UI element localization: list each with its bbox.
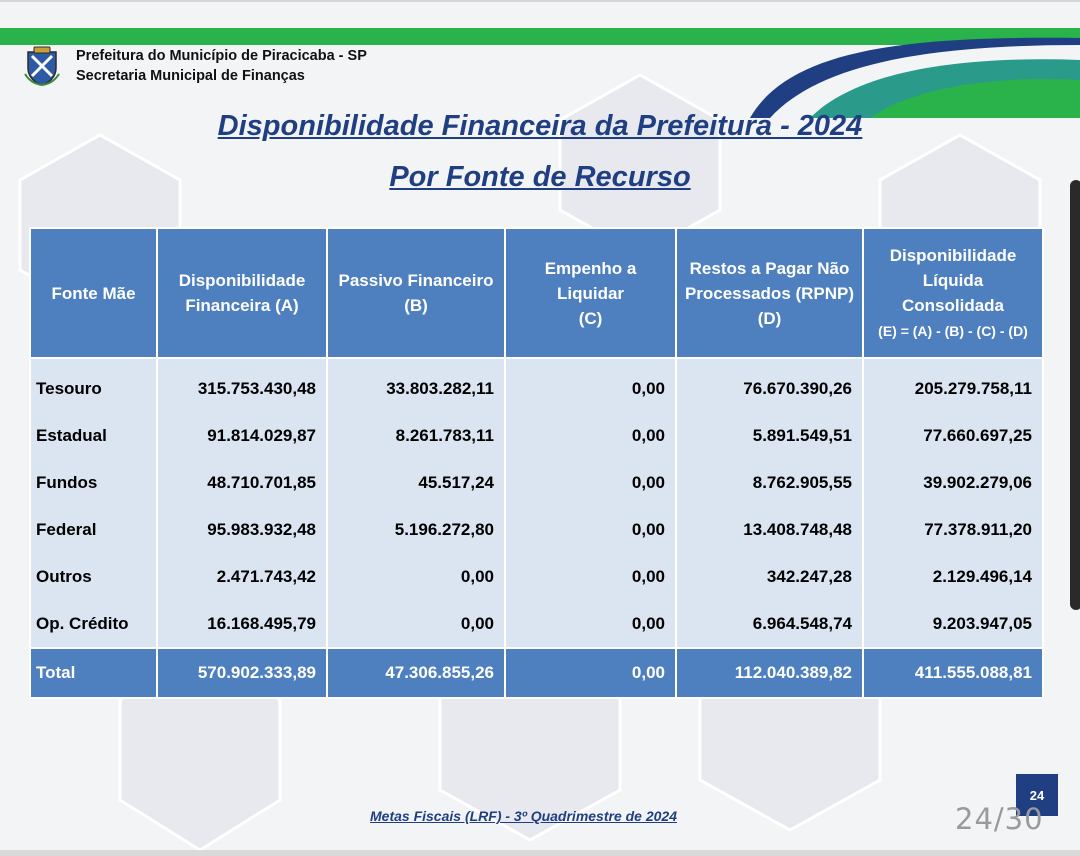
table-cell: 0,00 <box>327 553 505 600</box>
column-header-passivo: Passivo Financeiro (B) <box>327 228 505 358</box>
total-cell: 570.902.333,89 <box>157 648 327 698</box>
org-name: Prefeitura do Município de Piracicaba - SP <box>76 48 367 64</box>
page-subtitle: Por Fonte de Recurso <box>389 161 691 193</box>
table-cell: 2.129.496,14 <box>863 553 1043 600</box>
table-cell: 205.279.758,11 <box>863 358 1043 412</box>
municipal-crest-icon <box>22 46 62 86</box>
table-row-op-credito <box>30 600 1043 648</box>
department-name: Secretaria Municipal de Finanças <box>76 68 305 84</box>
column-header-disponibilidade: Disponibilidade Financeira (A) <box>157 228 327 358</box>
table-cell: 13.408.748,48 <box>676 506 863 553</box>
slide-number-badge: 24 <box>1016 774 1058 816</box>
table-row-federal <box>30 506 1043 553</box>
table-cell: 0,00 <box>327 600 505 648</box>
table-cell: 16.168.495,79 <box>157 600 327 648</box>
total-label: Total <box>30 648 157 698</box>
financial-availability-table <box>29 227 1044 699</box>
row-label: Tesouro <box>30 358 157 412</box>
table-cell: 0,00 <box>505 358 676 412</box>
decorative-swoosh <box>750 28 1080 118</box>
table-cell: 8.762.905,55 <box>676 459 863 506</box>
table-cell: 76.670.390,26 <box>676 358 863 412</box>
table-cell: 0,00 <box>505 553 676 600</box>
total-cell: 0,00 <box>505 648 676 698</box>
table-cell: 77.660.697,25 <box>863 412 1043 459</box>
row-label: Fundos <box>30 459 157 506</box>
table-cell: 2.471.743,42 <box>157 553 327 600</box>
table-cell: 9.203.947,05 <box>863 600 1043 648</box>
table-cell: 8.261.783,11 <box>327 412 505 459</box>
table-cell: 48.710.701,85 <box>157 459 327 506</box>
table-cell: 77.378.911,20 <box>863 506 1043 553</box>
scrollbar-handle[interactable] <box>1070 180 1080 610</box>
column-header-rpnp: Restos a Pagar Não Processados (RPNP) (D) <box>676 228 863 358</box>
table-cell: 33.803.282,11 <box>327 358 505 412</box>
table-cell: 0,00 <box>505 412 676 459</box>
row-label: Estadual <box>30 412 157 459</box>
table-cell: 6.964.548,74 <box>676 600 863 648</box>
table-row-outros <box>30 553 1043 600</box>
row-label: Outros <box>30 553 157 600</box>
total-cell: 47.306.855,26 <box>327 648 505 698</box>
table-cell: 0,00 <box>505 459 676 506</box>
column-header-empenho: Empenho a Liquidar (C) <box>505 228 676 358</box>
table-cell: 5.196.272,80 <box>327 506 505 553</box>
bottom-bar <box>0 850 1080 856</box>
total-cell: 411.555.088,81 <box>863 648 1043 698</box>
table-row-fundos <box>30 459 1043 506</box>
table-row-total <box>30 648 1043 698</box>
table-cell: 39.902.279,06 <box>863 459 1043 506</box>
footer-caption: Metas Fiscais (LRF) - 3º Quadrimestre de 2024 <box>370 808 678 824</box>
table-cell: 91.814.029,87 <box>157 412 327 459</box>
table-cell: 95.983.932,48 <box>157 506 327 553</box>
table-cell: 5.891.549,51 <box>676 412 863 459</box>
table-cell: 45.517,24 <box>327 459 505 506</box>
total-cell: 112.040.389,82 <box>676 648 863 698</box>
table-cell: 0,00 <box>505 600 676 648</box>
table-cell: 342.247,28 <box>676 553 863 600</box>
row-label: Federal <box>30 506 157 553</box>
table-row-tesouro <box>30 358 1043 412</box>
row-label: Op. Crédito <box>30 600 157 648</box>
page-title: Disponibilidade Financeira da Prefeitura - 2024 <box>217 110 863 142</box>
column-header-fonte: Fonte Mãe <box>30 228 157 358</box>
organization-header <box>22 46 367 86</box>
page-counter: 24/30 <box>955 802 1044 836</box>
table-cell: 315.753.430,48 <box>157 358 327 412</box>
table-cell: 0,00 <box>505 506 676 553</box>
table-header-row <box>30 228 1043 358</box>
table-row-estadual <box>30 412 1043 459</box>
column-header-liquida: Disponibilidade Líquida Consolidada (E) = (A) - (B) - (C) - (D) <box>863 228 1043 358</box>
